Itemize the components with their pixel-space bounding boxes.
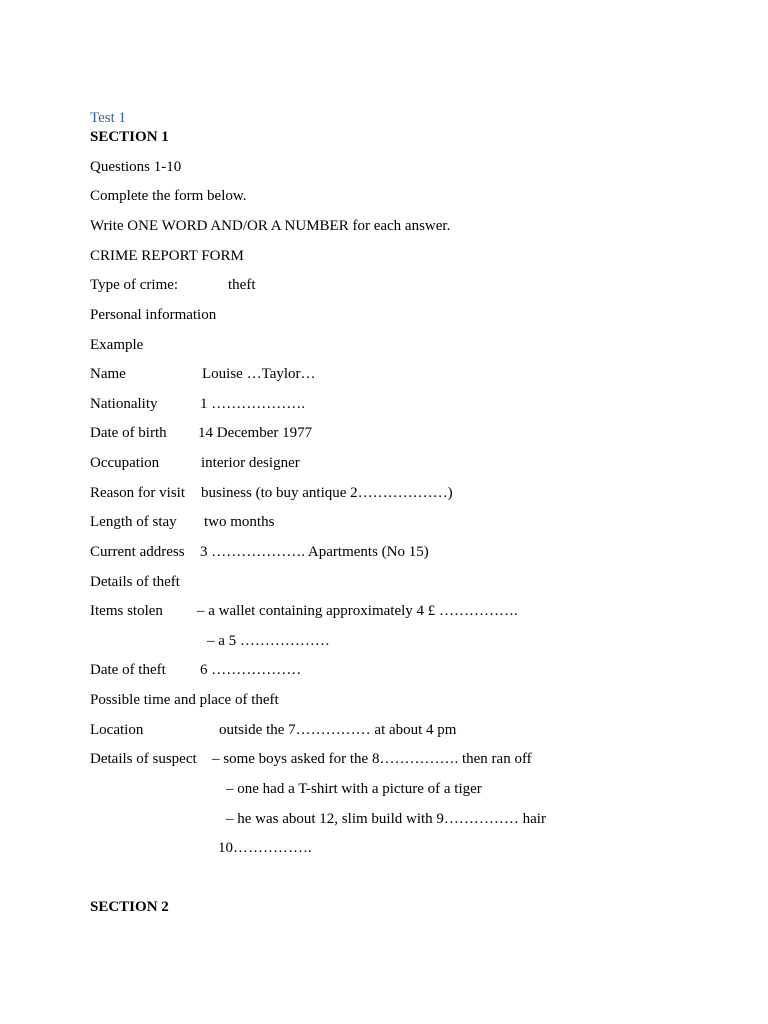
suspect-detail-3: – he was about 12, slim build with 9…………… hair <box>226 811 546 827</box>
suspect-value: – some boys asked for the 8……………. then ran off <box>212 751 532 767</box>
date-of-birth-value: 14 December 1977 <box>198 425 313 441</box>
items-stolen-second: – a 5 ……………… <box>207 633 330 649</box>
suspect-detail-2: – one had a T-shirt with a picture of a tiger <box>226 781 482 797</box>
type-of-crime-value: theft <box>228 277 256 293</box>
length-of-stay-label: Length of stay <box>90 514 177 530</box>
location-label: Location <box>90 722 144 738</box>
date-of-birth-row <box>90 424 313 442</box>
nationality-label: Nationality <box>90 396 158 412</box>
occupation-label: Occupation <box>90 455 160 471</box>
suspect-row <box>90 750 532 768</box>
section-2-title: SECTION 2 <box>90 899 169 915</box>
current-address-value: 3 ………………. Apartments (No 15) <box>200 544 429 560</box>
occupation-value: interior designer <box>201 455 300 471</box>
nationality-value: 1 ………………. <box>200 396 305 412</box>
items-stolen-row <box>90 602 518 620</box>
date-of-birth-label: Date of birth <box>90 425 167 441</box>
nationality-row <box>90 395 305 413</box>
questions-range: Questions 1-10 <box>90 159 182 175</box>
reason-for-visit-label: Reason for visit <box>90 485 185 501</box>
test-label: Test 1 <box>90 110 127 126</box>
suspect-detail-4: 10……………. <box>218 840 312 856</box>
date-of-theft-row <box>90 661 302 679</box>
length-of-stay-row <box>90 513 275 531</box>
section-1-title: SECTION 1 <box>90 129 169 145</box>
type-of-crime-label: Type of crime: <box>90 277 179 293</box>
date-of-theft-label: Date of theft <box>90 662 166 678</box>
name-row <box>90 365 316 383</box>
name-label: Name <box>90 366 126 382</box>
occupation-row <box>90 454 300 472</box>
location-value: outside the 7…………… at about 4 pm <box>219 722 457 738</box>
date-of-theft-value: 6 ……………… <box>200 662 302 678</box>
name-value: Louise …Taylor… <box>202 366 316 382</box>
length-of-stay-value: two months <box>204 514 275 530</box>
type-of-crime-row <box>90 276 256 294</box>
current-address-label: Current address <box>90 544 185 560</box>
personal-info-heading: Personal information <box>90 307 217 323</box>
location-row <box>90 721 457 739</box>
current-address-row <box>90 543 429 561</box>
suspect-label: Details of suspect <box>90 751 197 767</box>
instruction-word-limit: Write ONE WORD AND/OR A NUMBER for each answer. <box>90 218 451 234</box>
items-stolen-label: Items stolen <box>90 603 163 619</box>
details-of-theft-heading: Details of theft <box>90 574 180 590</box>
instruction-complete-form: Complete the form below. <box>90 188 247 204</box>
example-label: Example <box>90 337 144 353</box>
items-stolen-value: – a wallet containing approximately 4 £ ……………. <box>197 603 518 619</box>
reason-for-visit-value: business (to buy antique 2………………) <box>201 485 453 501</box>
form-title: CRIME REPORT FORM <box>90 248 244 264</box>
reason-for-visit-row <box>90 484 453 502</box>
possible-time-heading: Possible time and place of theft <box>90 692 279 708</box>
